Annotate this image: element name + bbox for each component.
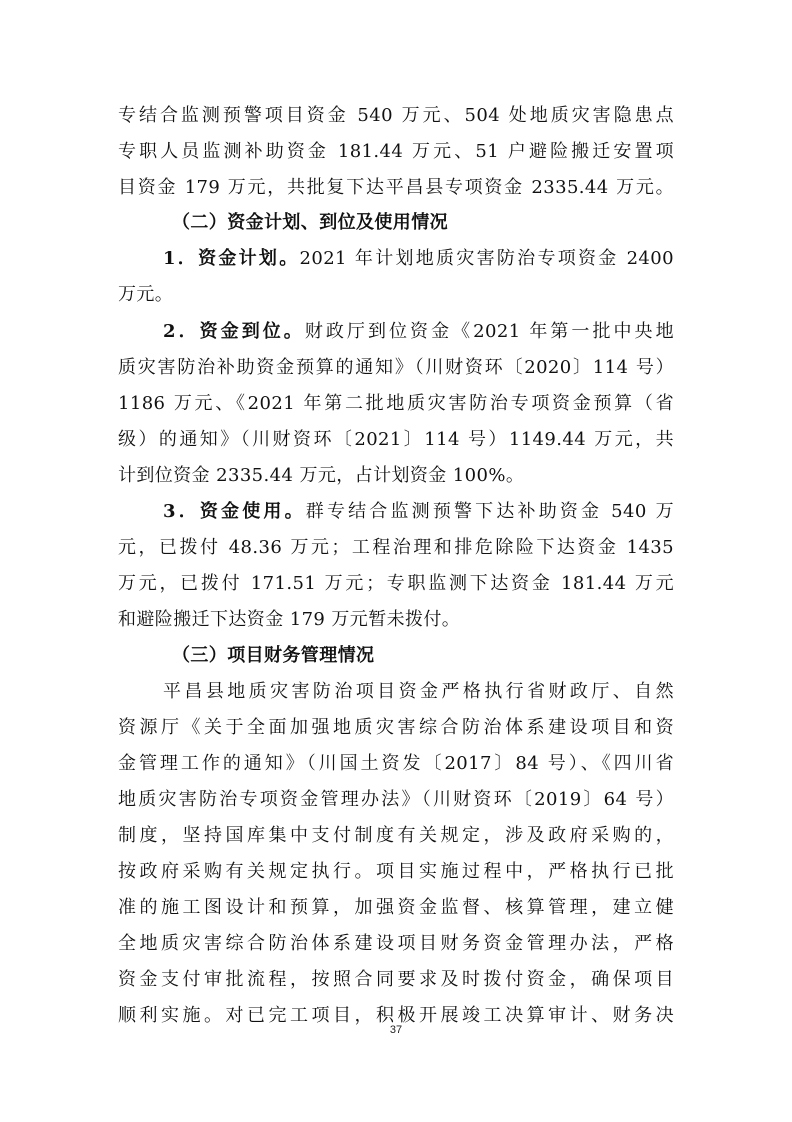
item-3-text: 群专结合监测预警下达补助资金 540 万: [305, 501, 674, 522]
body-text-line: 制度，坚持国库集中支付制度有关规定，涉及政府采购的，: [118, 825, 674, 846]
item-1-line: [163, 241, 674, 277]
body-text-line: 目资金 179 万元，共批复下达平昌县专项资金 2335.44 万元。: [118, 177, 674, 198]
body-text-line: 准的施工图设计和预算，加强资金监督、核算管理，建立健: [118, 897, 674, 918]
item-2-label: 2．资金到位。: [163, 321, 305, 342]
body-text-line: 资源厅《关于全面加强地质灾害综合防治体系建设项目和资: [118, 717, 674, 738]
body-text-line: 全地质灾害综合防治体系建设项目财务资金管理办法，严格: [118, 933, 674, 954]
item-3-line: [163, 494, 674, 530]
body-text-line: 级）的通知》（川财资环〔2021〕114 号）1149.44 万元，共: [118, 429, 674, 450]
body-text-line: 专结合监测预警项目资金 540 万元、504 处地质灾害隐患点: [118, 105, 674, 126]
body-text-line: 资金支付审批流程，按照合同要求及时拨付资金，确保项目: [118, 969, 674, 990]
item-2-text: 财政厅到位资金《2021 年第一批中央地: [304, 321, 674, 342]
body-text-line: 质灾害防治补助资金预算的通知》（川财资环〔2020〕114 号）: [118, 357, 674, 378]
body-text-line: 地质灾害防治专项资金管理办法》（川财资环〔2019〕64 号）: [118, 789, 674, 810]
section-heading-3: （三）项目财务管理情况: [172, 645, 375, 666]
body-text-line: 金管理工作的通知》（川国土资发〔2017〕84 号）、《四川省: [118, 753, 674, 774]
body-text-line: 和避险搬迁下达资金 179 万元暂未拨付。: [118, 609, 461, 630]
body-text-line: 顺利实施。对已完工项目，积极开展竣工决算审计、财务决: [118, 1005, 674, 1026]
body-text-line: 元，已拨付 48.36 万元；工程治理和排危除险下达资金 1435: [118, 537, 674, 558]
page-number: 37: [389, 1024, 403, 1036]
body-text-line: 万元，已拨付 171.51 万元；专职监测下达资金 181.44 万元: [118, 573, 674, 594]
item-2-line: [163, 314, 674, 350]
item-3-label: 3．资金使用。: [163, 501, 306, 522]
body-text-line: 专职人员监测补助资金 181.44 万元、51 户避险搬迁安置项: [118, 141, 674, 162]
body-text-line: 按政府采购有关规定执行。项目实施过程中，严格执行已批: [118, 861, 674, 882]
item-1-label: 1．资金计划。: [163, 248, 300, 269]
body-text-line: 计到位资金 2335.44 万元，占计划资金 100%。: [118, 465, 525, 486]
item-1-text: 2021 年计划地质灾害防治专项资金 2400: [299, 248, 674, 269]
section-heading-2: （二）资金计划、到位及使用情况: [172, 212, 448, 233]
body-text-line: 万元。: [118, 284, 174, 305]
body-text-line: 平昌县地质灾害防治项目资金严格执行省财政厅、自然: [163, 681, 674, 702]
body-text-line: 1186 万元、《2021 年第二批地质灾害防治专项资金预算（省: [118, 393, 674, 414]
